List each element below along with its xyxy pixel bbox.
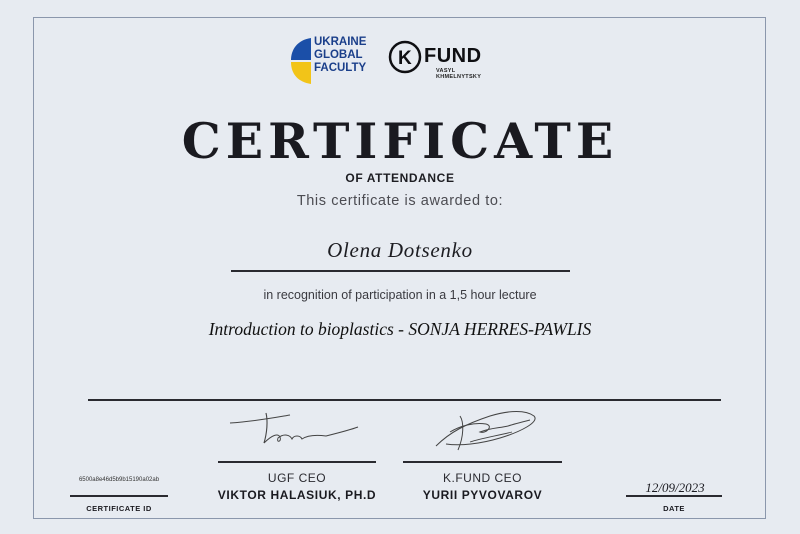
awarded-text: This certificate is awarded to: xyxy=(296,193,504,209)
kfund-logo xyxy=(388,40,508,85)
lecture-title: Introduction to bioplastics - SONJA HERRES-PAWLIS xyxy=(208,319,592,339)
recipient-underline xyxy=(231,270,570,272)
ugf-ceo-signature xyxy=(228,405,363,455)
date-value: 12/09/2023 xyxy=(645,480,705,495)
date-line xyxy=(626,495,722,497)
ugf-shield-icon xyxy=(289,36,313,86)
date-label: DATE xyxy=(663,504,685,513)
certificate-border xyxy=(33,17,766,519)
kfund-ceo-signature-line xyxy=(403,461,562,463)
signature-divider xyxy=(88,399,721,401)
certificate-title: CERTIFICATE xyxy=(181,112,619,170)
ugf-ceo-name: VIKTOR HALASIUK, PH.D xyxy=(217,488,377,502)
kfund-ceo-signature xyxy=(430,402,550,457)
kfund-logo-subtext: VASYL KHMELNYTSKY xyxy=(436,68,482,80)
certificate-subtitle: OF ATTENDANCE xyxy=(345,171,455,185)
kfund-ceo-name: YURII PYVOVAROV xyxy=(422,488,543,502)
kfund-circle-icon xyxy=(388,40,422,74)
kfund-letter: K xyxy=(398,48,412,69)
logo-row xyxy=(0,30,800,90)
kfund-logo-text: FUND xyxy=(424,45,482,67)
ugf-ceo-signature-line xyxy=(218,461,376,463)
recognition-text: in recognition of participation in a 1,5 hour lecture xyxy=(263,288,537,302)
certificate-id-label: CERTIFICATE ID xyxy=(86,504,152,513)
ugf-ceo-role: UGF CEO xyxy=(267,471,327,485)
kfund-ceo-role: K.FUND CEO xyxy=(442,471,522,485)
ugf-logo xyxy=(289,36,371,86)
recipient-name: Olena Dotsenko xyxy=(327,238,473,262)
certificate-id-value: 6500a8e46d5b9b15190a02ab xyxy=(78,477,160,483)
ugf-logo-text: UKRAINE GLOBAL FACULTY xyxy=(314,36,367,74)
certificate-id-line xyxy=(70,495,168,497)
